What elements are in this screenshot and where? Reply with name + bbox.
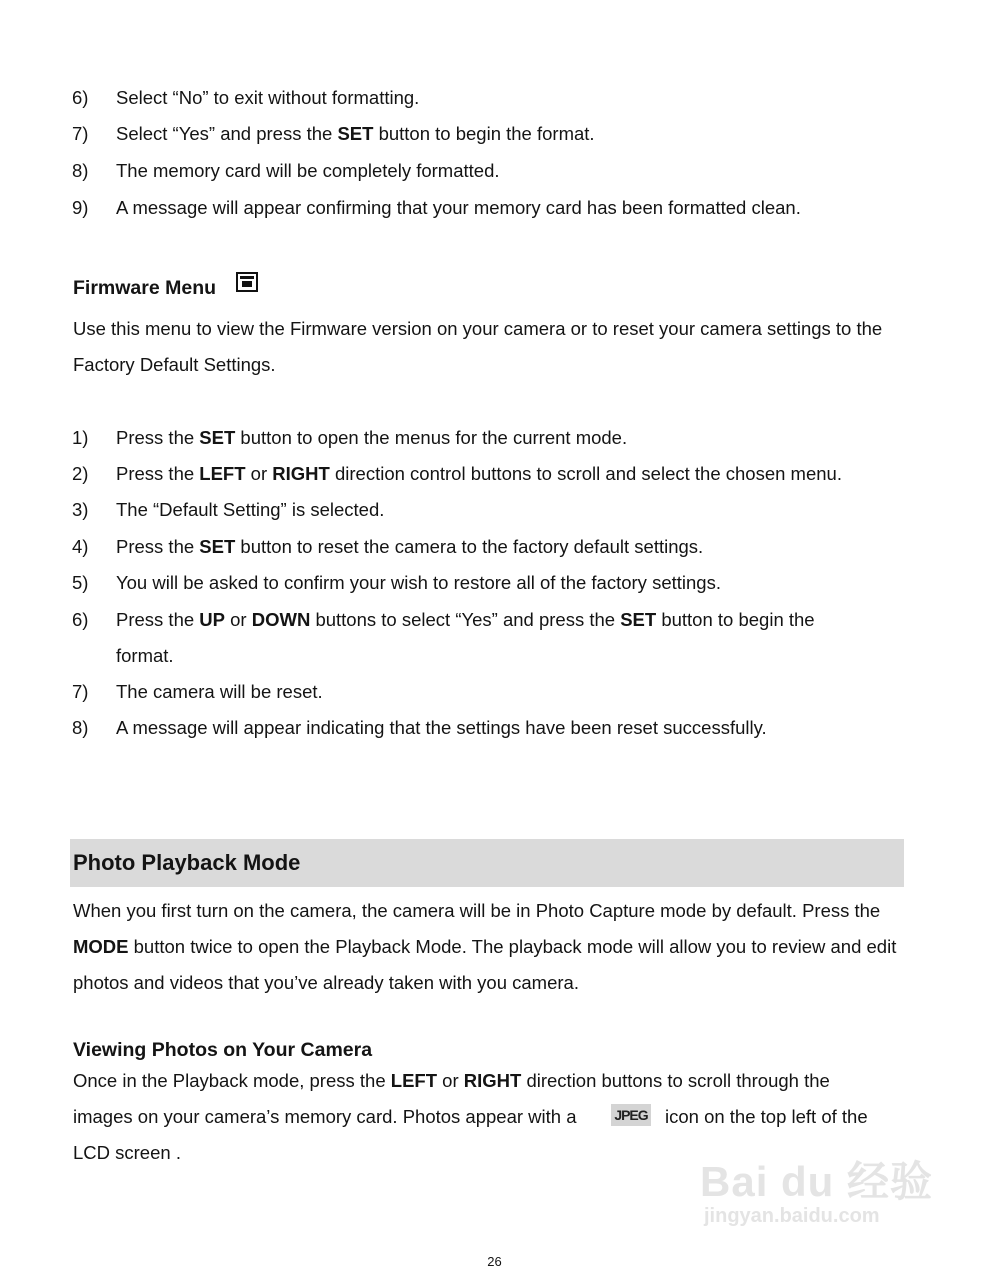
watermark-brand: Bai du 经验: [700, 1158, 934, 1205]
item-text: A message will appear confirming that your memory card has been formatted clean.: [116, 197, 801, 218]
item-number: 8): [72, 160, 89, 181]
item-number: 7): [72, 123, 89, 144]
item-text: The “Default Setting” is selected.: [116, 499, 385, 520]
viewing-line-2b: icon on the top left of the: [665, 1106, 868, 1127]
item-text: Select “Yes” and press the SET button to begin the format.: [116, 123, 595, 144]
firmware-heading: Firmware Menu: [73, 277, 217, 299]
page-number: 26: [487, 1254, 502, 1269]
item-text: A message will appear indicating that the settings have been reset successfully.: [116, 717, 767, 738]
viewing-line-2a: images on your camera’s memory card. Photos appear with a: [73, 1106, 577, 1127]
watermark-url: jingyan.baidu.com: [704, 1205, 880, 1227]
item-number: 6): [72, 609, 89, 630]
section-title: Photo Playback Mode: [73, 850, 301, 875]
baidu-watermark: [700, 1160, 933, 1228]
viewing-line-1: Once in the Playback mode, press the LEFT or RIGHT direction buttons to scroll through the: [73, 1070, 830, 1091]
item-text: The memory card will be completely formatted.: [116, 160, 500, 181]
item-number: 8): [72, 717, 89, 738]
jpeg-icon: JPEG: [611, 1104, 651, 1126]
section-header: [70, 839, 904, 887]
item-number: 3): [72, 499, 89, 520]
viewing-photos-heading: Viewing Photos on Your Camera: [73, 1039, 373, 1061]
viewing-line-3: LCD screen .: [73, 1142, 181, 1163]
item-number: 5): [72, 572, 89, 593]
item-number: 1): [72, 427, 89, 448]
firmware-intro: Use this menu to view the Firmware version on your camera or to reset your camera settings to the Factory Default Settings.: [73, 318, 883, 375]
item-number: 9): [72, 197, 89, 218]
item-text: The camera will be reset.: [116, 681, 323, 702]
item-text: Select “No” to exit without formatting.: [116, 87, 420, 108]
item-number: 6): [72, 87, 89, 108]
item-text: Press the SET button to reset the camera to the factory default settings.: [116, 536, 704, 557]
firmware-menu-icon: [236, 272, 258, 292]
item-text: Press the SET button to open the menus for the current mode.: [116, 427, 628, 448]
item-text: Press the LEFT or RIGHT direction control buttons to scroll and select the chosen menu.: [116, 463, 842, 484]
item-text: You will be asked to confirm your wish to restore all of the factory settings.: [116, 572, 721, 593]
item-number: 7): [72, 681, 89, 702]
item-text: Press the UP or DOWN buttons to select “Yes” and press the SET button to begin the format.: [116, 609, 815, 666]
playback-intro: When you first turn on the camera, the camera will be in Photo Capture mode by default. Press the MODE button twice to open the Playback Mode. The playback mode will allow you to review and edit photos and videos that you’ve already taken with you camera.: [73, 900, 897, 993]
item-number: 2): [72, 463, 89, 484]
item-number: 4): [72, 536, 89, 557]
